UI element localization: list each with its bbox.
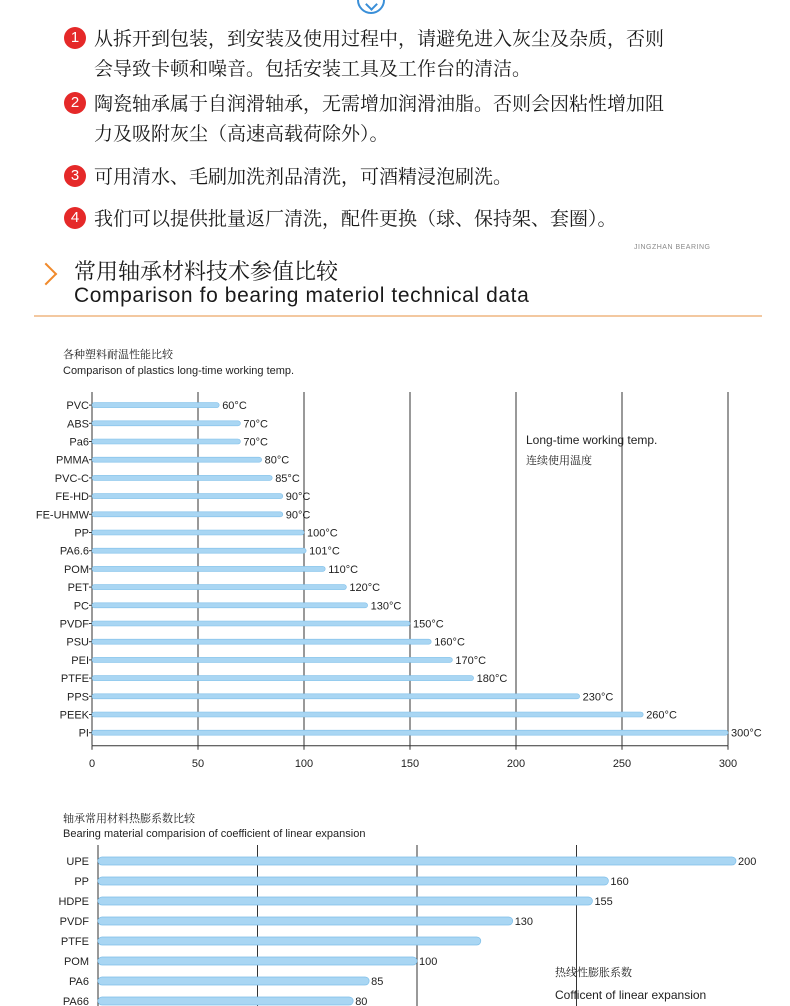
- bar: [98, 957, 417, 965]
- data-label: 170°C: [455, 654, 487, 667]
- chart-title: 轴承常用材料热膨系数比较: [63, 813, 195, 825]
- bar: [92, 457, 262, 462]
- category-label: PMMA: [56, 454, 89, 467]
- category-label: PET: [67, 582, 89, 595]
- data-label: 200: [738, 856, 757, 868]
- data-label: 230°C: [582, 691, 614, 704]
- bar: [98, 897, 592, 905]
- bar: [92, 694, 580, 699]
- data-label: 110°C: [328, 563, 359, 576]
- category-label: PEEK: [59, 709, 89, 722]
- annotation-en: Long-time working temp.: [526, 433, 658, 447]
- note-number-badge: 4: [64, 207, 86, 229]
- bar: [92, 639, 431, 644]
- bar: [92, 603, 368, 608]
- bar: [92, 621, 410, 626]
- category-label: HDPE: [58, 896, 89, 908]
- data-label: 120°C: [349, 582, 381, 595]
- x-tick-label: 50: [191, 757, 205, 770]
- note-text: 可用清水、毛刷加洗剂品清洗，可酒精浸泡刷洗。: [94, 166, 513, 188]
- data-label: 80°C: [264, 454, 290, 467]
- x-tick-label: 150: [400, 757, 420, 770]
- data-label: 70°C: [243, 436, 268, 449]
- category-label: PEI: [71, 654, 89, 667]
- data-label: 100°C: [307, 527, 338, 540]
- data-label: 85°C: [275, 472, 300, 485]
- chart-subtitle: Comparison of plastics long-time working temp.: [63, 365, 295, 377]
- category-label: PA6.6: [59, 545, 89, 558]
- x-tick-label: 250: [612, 757, 632, 770]
- x-tick-label: 200: [506, 757, 526, 770]
- category-label: PP: [74, 527, 89, 540]
- bar: [92, 512, 283, 517]
- x-tick-label: 0: [88, 757, 96, 770]
- note-number-badge: 2: [64, 92, 86, 114]
- chart-title: 各种塑料耐温性能比较: [63, 349, 173, 361]
- temperature-chart: [0, 340, 790, 780]
- scroll-down-icon: [357, 0, 385, 14]
- data-label: 90°C: [285, 491, 311, 504]
- bar: [98, 917, 513, 925]
- data-label: 260°C: [646, 709, 677, 722]
- note-text-continued: 会导致卡顿和噪音。包括安装工具及工作台的清洁。: [94, 58, 532, 80]
- category-label: UPE: [66, 856, 89, 868]
- brand-watermark: JINGZHAN BEARING: [634, 244, 711, 251]
- data-label: 60°C: [222, 400, 247, 413]
- category-label: PSU: [66, 636, 89, 649]
- category-label: Pa6: [69, 436, 89, 449]
- bar: [92, 676, 474, 681]
- data-label: 130°C: [370, 600, 402, 613]
- bar: [92, 730, 728, 735]
- bar: [92, 657, 452, 662]
- bar: [98, 977, 369, 985]
- data-label: 101°C: [309, 545, 340, 558]
- category-label: POM: [63, 956, 89, 968]
- data-label: 155: [594, 896, 613, 908]
- chart-subtitle: Bearing material comparision of coefficient of linear expansion: [63, 828, 366, 840]
- data-label: 300°C: [731, 727, 762, 740]
- note-text: 从拆开到包装，到安装及使用过程中，请避免进入灰尘及杂质，否则: [94, 28, 665, 50]
- section-title-cn: 常用轴承材料技术参值比较: [74, 260, 339, 285]
- data-label: 160°C: [434, 636, 465, 649]
- data-label: 160: [610, 876, 629, 888]
- category-label: PVDF: [59, 618, 89, 631]
- category-label: PA66: [62, 996, 89, 1006]
- category-label: PC: [73, 600, 89, 613]
- bar: [92, 403, 219, 408]
- bar: [92, 712, 643, 717]
- data-label: 70°C: [243, 418, 268, 431]
- bar: [92, 439, 240, 444]
- bar: [92, 548, 306, 553]
- data-label: 180°C: [476, 673, 508, 686]
- x-tick-label: 300: [718, 757, 738, 770]
- category-label: PI: [78, 727, 89, 740]
- bar: [98, 857, 736, 865]
- data-label: 90°C: [285, 509, 311, 522]
- category-label: PA6: [69, 976, 89, 988]
- data-label: 130: [514, 916, 534, 928]
- data-label: 85: [371, 976, 384, 988]
- category-label: PVDF: [59, 916, 89, 928]
- chevron-right-icon: [35, 263, 58, 286]
- bar: [92, 494, 283, 499]
- expansion-chart: [0, 806, 790, 1006]
- bar: [98, 997, 353, 1005]
- bar: [92, 475, 272, 480]
- annotation-cn: 热线性膨胀系数: [555, 967, 632, 979]
- data-label: 80: [355, 996, 368, 1006]
- category-label: PVC: [66, 400, 89, 413]
- data-label: 100: [419, 956, 438, 968]
- category-label: ABS: [66, 418, 89, 431]
- note-text: 我们可以提供批量返厂清洗，配件更换（球、保持架、套圈）。: [94, 208, 617, 230]
- bar: [92, 566, 325, 571]
- category-label: PVC-C: [54, 472, 89, 485]
- annotation-en: Cofficent of linear expansion: [555, 988, 707, 1002]
- data-label: 150°C: [413, 618, 444, 631]
- category-label: PPS: [66, 691, 89, 704]
- note-number-badge: 3: [64, 165, 86, 187]
- note-text-continued: 力及吸附灰尘（高速高载荷除外）。: [94, 123, 389, 145]
- bar: [92, 421, 240, 426]
- category-label: PTFE: [60, 673, 89, 686]
- category-label: PTFE: [60, 936, 89, 948]
- annotation-cn: 连续使用温度: [526, 455, 592, 467]
- category-label: POM: [63, 563, 89, 576]
- category-label: PP: [74, 876, 89, 888]
- category-label: FE-UHMW: [35, 509, 89, 522]
- category-label: FE-HD: [55, 491, 89, 504]
- section-divider: [34, 315, 762, 317]
- bar: [92, 530, 304, 535]
- bar: [92, 585, 346, 590]
- x-tick-label: 100: [294, 757, 314, 770]
- note-text: 陶瓷轴承属于自润滑轴承，无需增加润滑油脂。否则会因粘性增加阻: [94, 93, 665, 115]
- bar: [98, 937, 481, 945]
- section-title-en: Comparison fo bearing materiol technical data: [74, 284, 530, 307]
- bar: [98, 877, 608, 885]
- note-number-badge: 1: [64, 27, 86, 49]
